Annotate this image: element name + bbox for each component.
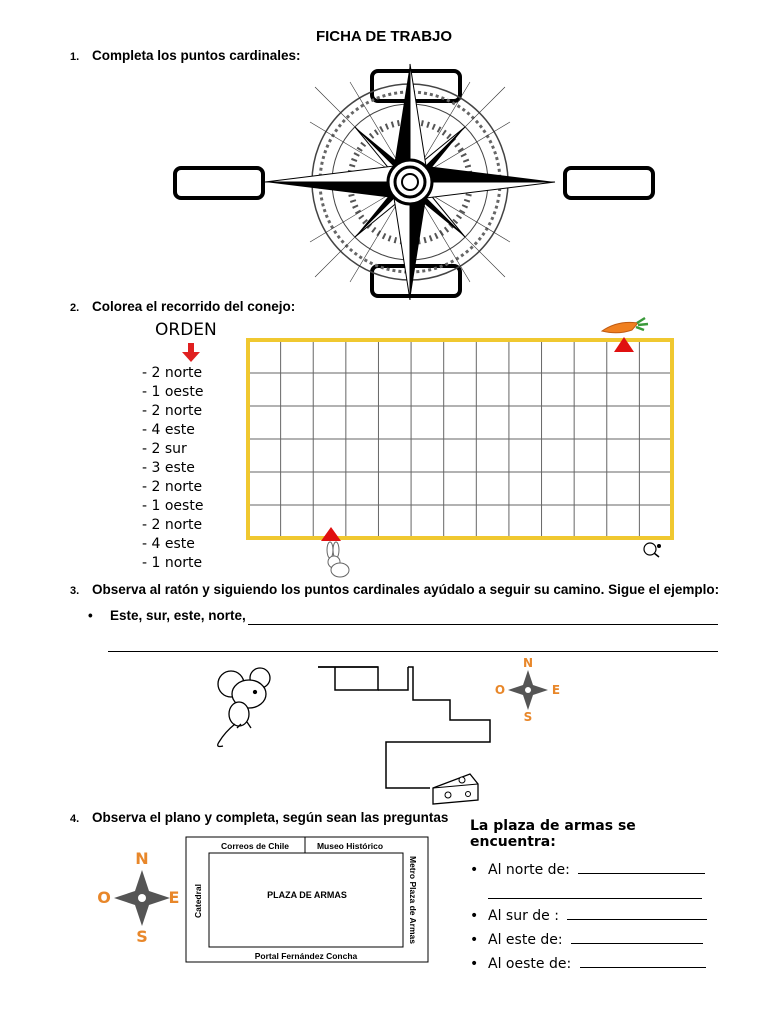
- orden-item: - 2 norte: [142, 479, 203, 495]
- plaza-item-norte: [470, 861, 705, 878]
- mouse-small-icon: [644, 543, 661, 557]
- plaza-heading: La plaza de armas se encuentra:: [470, 818, 636, 850]
- start-triangle: [321, 527, 341, 541]
- compass-north-label: N: [522, 656, 534, 670]
- cheese-icon: [430, 770, 482, 808]
- carrot-icon: [602, 318, 648, 333]
- bullet-icon: •: [470, 932, 479, 948]
- question-3-text: Observa al ratón y siguiendo los puntos cardinales ayúdalo a seguir su camino. Sigue el ejemplo:: [92, 582, 720, 597]
- orden-item: - 1 oeste: [142, 498, 204, 514]
- plan-compass-icon: [94, 846, 184, 946]
- east-answer-box[interactable]: [565, 168, 653, 198]
- sur-answer-blank[interactable]: [567, 907, 707, 920]
- orden-item: - 3 este: [142, 460, 195, 476]
- orden-item: - 1 oeste: [142, 384, 204, 400]
- down-arrow-icon: [182, 343, 200, 363]
- small-compass-icon: [490, 654, 566, 724]
- question-1: [70, 48, 301, 63]
- question-2-number: 2.: [70, 302, 80, 314]
- bullet-icon: •: [88, 608, 93, 623]
- question-1-number: 1.: [70, 51, 80, 63]
- map-museo-label: Museo Histórico: [316, 841, 384, 851]
- compass-south-label: S: [523, 710, 533, 724]
- map-catedral-label: Catedral: [193, 883, 203, 919]
- question-4-text: Observa el plano y completa, según sean las preguntas: [92, 810, 449, 825]
- bullet-icon: •: [470, 862, 479, 878]
- plaza-item-label: Al oeste de:: [488, 956, 572, 972]
- west-answer-box[interactable]: [175, 168, 263, 198]
- orden-item: - 2 norte: [142, 517, 203, 533]
- map-correos-label: Correos de Chile: [220, 841, 290, 851]
- plan-compass-east: E: [168, 888, 180, 907]
- orden-item: - 2 norte: [142, 403, 203, 419]
- rabbit-icon: [327, 542, 349, 577]
- plaza-item-label: Al sur de :: [488, 908, 559, 924]
- bullet-icon: •: [470, 956, 479, 972]
- map-metro-label: Metro Plaza de Armas: [408, 855, 418, 945]
- answer-line-1[interactable]: [248, 624, 718, 625]
- plaza-item-label: Al este de:: [488, 932, 563, 948]
- answer-line-2[interactable]: [108, 651, 718, 652]
- question-1-text: Completa los puntos cardinales:: [92, 48, 301, 63]
- plaza-map: [185, 836, 430, 964]
- orden-item: - 4 este: [142, 422, 195, 438]
- question-2-text: Colorea el recorrido del conejo:: [92, 299, 296, 314]
- este-answer-blank[interactable]: [571, 931, 703, 944]
- orden-item: - 1 norte: [142, 555, 203, 571]
- orden-item: - 2 norte: [142, 365, 203, 381]
- map-portal-label: Portal Fernández Concha: [254, 951, 358, 961]
- plan-compass-south: S: [136, 927, 148, 946]
- norte-answer-blank[interactable]: [578, 861, 705, 874]
- plaza-item-oeste: [470, 955, 706, 972]
- oeste-answer-blank[interactable]: [580, 955, 706, 968]
- compass-east-label: E: [551, 683, 561, 697]
- map-plaza-label: PLAZA DE ARMAS: [267, 890, 347, 900]
- bullet-icon: •: [470, 908, 479, 924]
- compass-west-label: O: [494, 683, 506, 697]
- plan-compass-west: O: [97, 888, 111, 907]
- question-2: [70, 299, 295, 314]
- compass-rose-icon: [265, 64, 555, 300]
- compass-rose-exercise: [165, 62, 675, 300]
- plan-compass-north: N: [135, 849, 149, 868]
- question-3: [70, 582, 760, 597]
- plaza-item-sur: [470, 907, 707, 924]
- example-text: Este, sur, este, norte,: [110, 608, 246, 623]
- rabbit-grid: [240, 316, 690, 578]
- orden-item: - 2 sur: [142, 441, 187, 457]
- example-line: [88, 608, 246, 623]
- plaza-item-este: [470, 931, 703, 948]
- orden-label: ORDEN: [155, 320, 217, 340]
- plaza-item-label: Al norte de:: [488, 862, 570, 878]
- orden-item: - 4 este: [142, 536, 195, 552]
- mouse-icon: [205, 662, 285, 748]
- question-3-number: 3.: [70, 585, 80, 597]
- page-title: FICHA DE TRABJO: [315, 28, 453, 45]
- norte-answer-blank-2[interactable]: [488, 898, 702, 899]
- question-4-number: 4.: [70, 813, 80, 825]
- question-4: [70, 810, 448, 825]
